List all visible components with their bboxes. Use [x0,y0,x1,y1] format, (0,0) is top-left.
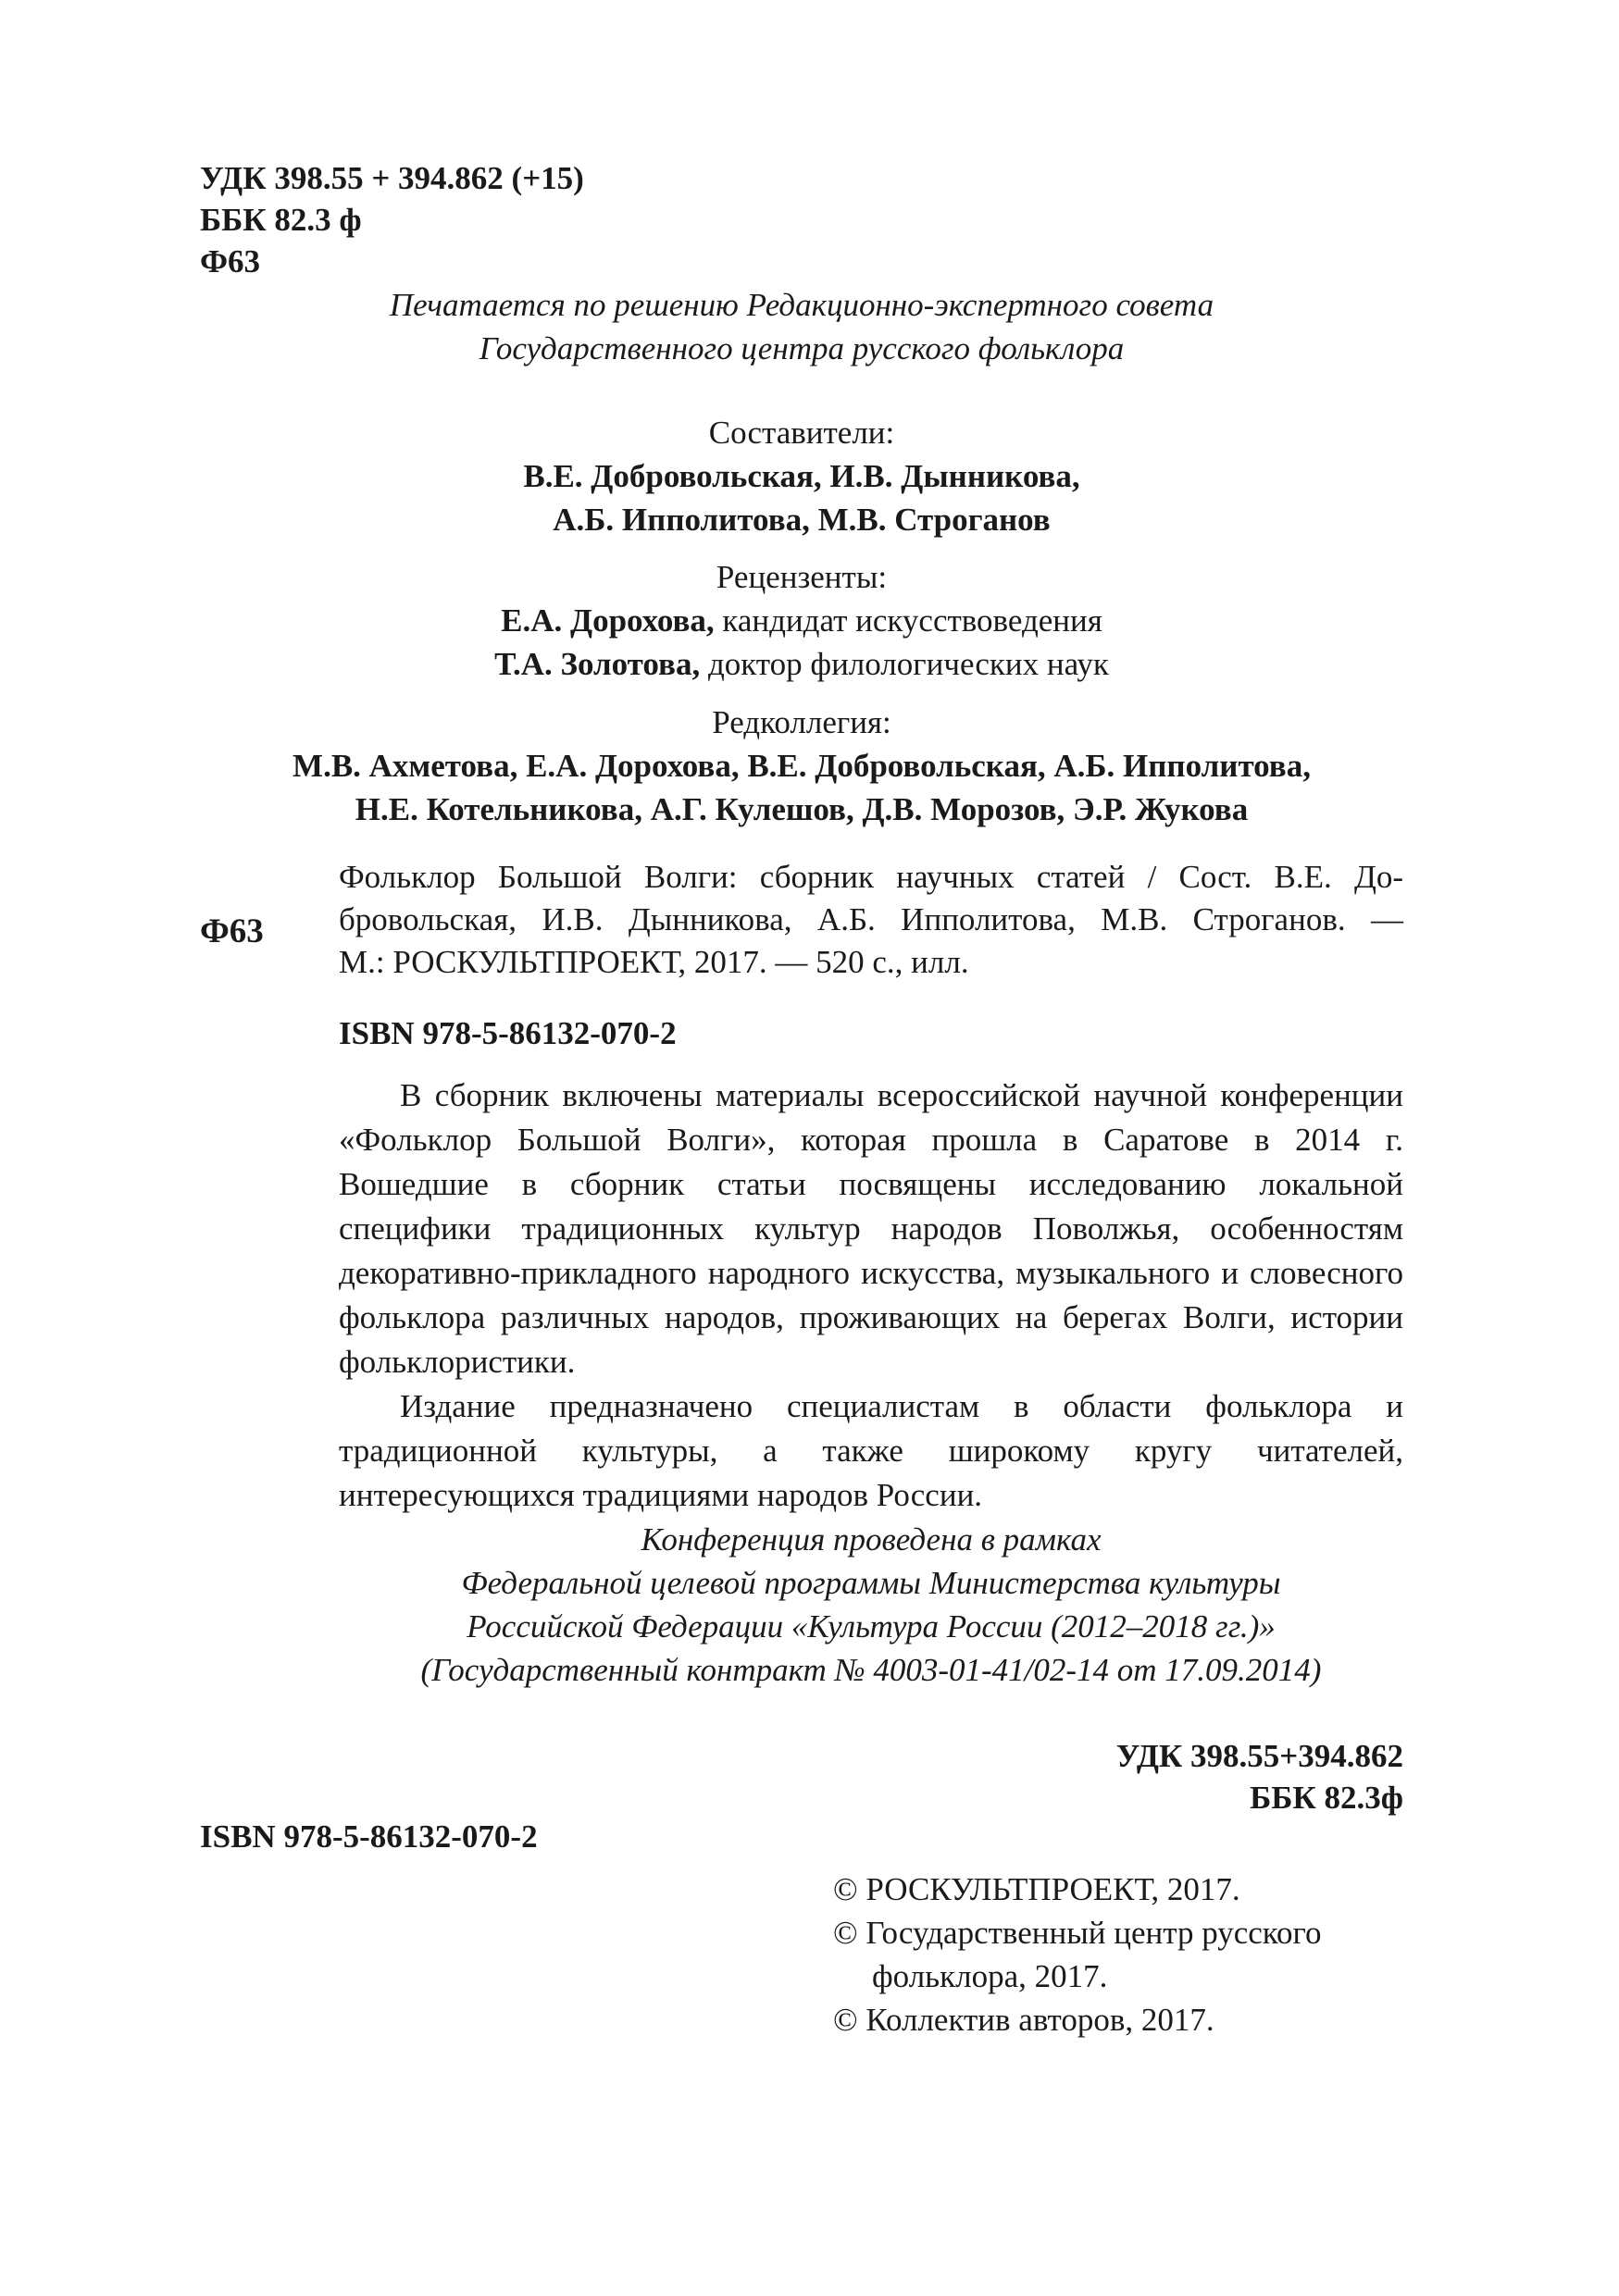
annotation-paragraph: В сборник включены материалы всероссийской научной конференции «Фольклор Большой Волги», которая прошла в Саратове в 2014 г. Вошедшие в сборник статьи посвящены исследованию локальной специфики традиционных культур народов Поволжья, особенностям декоративно-прикладного народного искусства, музыкального и словесного фольклора различных народов, проживающих на берегах Волги, истории фольклористики. [339,1077,1403,1380]
reviewer-title: доктор филологических наук [700,646,1109,682]
copyright-block [833,1868,1407,2042]
conference-line: Конференция проведена в рамках [641,1521,1102,1558]
bibliographic-record [339,856,1403,984]
conference-line: (Государственный контракт № 4003-01-41/02-14 от 17.09.2014) [420,1652,1322,1688]
compilers-line: А.Б. Ипполитова, М.В. Строганов [553,502,1051,538]
approval-line: Печатается по решению Редакционно-экспертного совета [389,287,1214,323]
isbn-main: ISBN 978-5-86132-070-2 [339,1015,677,1051]
bibliographic-line: Фольклор Большой Волги: сборник научных статей / Сост. В.Е. До- [339,859,1403,895]
classification-block [200,157,584,282]
approval-note [200,283,1403,370]
reviewer-line [200,642,1403,686]
author-mark: Ф63 [200,243,261,279]
bibliographic-line: бровольская, И.В. Дынникова, А.Б. Ипполитова, М.В. Строганов. — [339,901,1403,937]
reviewer-name: Е.А. Дорохова, [501,602,715,639]
udk-code: УДК 398.55 + 394.862 (+15) [200,160,584,196]
isbn-bottom: ISBN 978-5-86132-070-2 [200,1818,538,1855]
reviewer-title: кандидат искусствоведения [714,602,1102,639]
annotation-paragraph: Издание предназначено специалистам в области фольклора и традиционной культуры, а также широкому кругу читателей, интересующихся традициями народов России. [339,1388,1403,1513]
bibliographic-line: М.: РОСКУЛЬТПРОЕКТ, 2017. — 520 с., илл. [339,944,969,980]
copyright-line: © Государственный центр русского [833,1915,1322,1951]
copyright-line: фольклора, 2017. [872,1958,1108,1994]
conference-note [339,1518,1403,1692]
editorial-board-label: Редколлегия: [712,704,891,740]
reviewer-name: Т.А. Золотова, [494,646,701,682]
bbk-code: ББК 82.3 ф [200,202,362,238]
copyright-line: © Коллектив авторов, 2017. [833,2002,1214,2038]
compilers-block [200,411,1403,541]
editorial-board-line: М.В. Ахметова, Е.А. Дорохова, В.Е. Добровольская, А.Б. Ипполитова, [293,748,1311,784]
approval-line: Государственного центра русского фольклора [479,330,1125,366]
compilers-line: В.Е. Добровольская, И.В. Дынникова, [523,458,1080,494]
reviewer-line [200,599,1403,642]
udk-code-bottom: УДК 398.55+394.862 [1115,1738,1403,1774]
compilers-label: Составители: [708,415,895,451]
reviewers-label: Рецензенты: [716,559,888,595]
bibliographic-code: Ф63 [200,912,264,950]
conference-line: Федеральной целевой программы Министерства культуры [461,1565,1281,1601]
bottom-classification [833,1735,1403,1818]
copyright-line: © РОСКУЛЬТПРОЕКТ, 2017. [833,1871,1240,1907]
bbk-code-bottom: ББК 82.3ф [1250,1780,1403,1816]
annotation [339,1074,1403,1518]
editorial-board-block [200,701,1403,831]
editorial-board-line: Н.Е. Котельникова, А.Г. Кулешов, Д.В. Морозов, Э.Р. Жукова [355,791,1249,827]
reviewers-block [200,555,1403,686]
conference-line: Российской Федерации «Культура России (2012–2018 гг.)» [467,1608,1276,1644]
